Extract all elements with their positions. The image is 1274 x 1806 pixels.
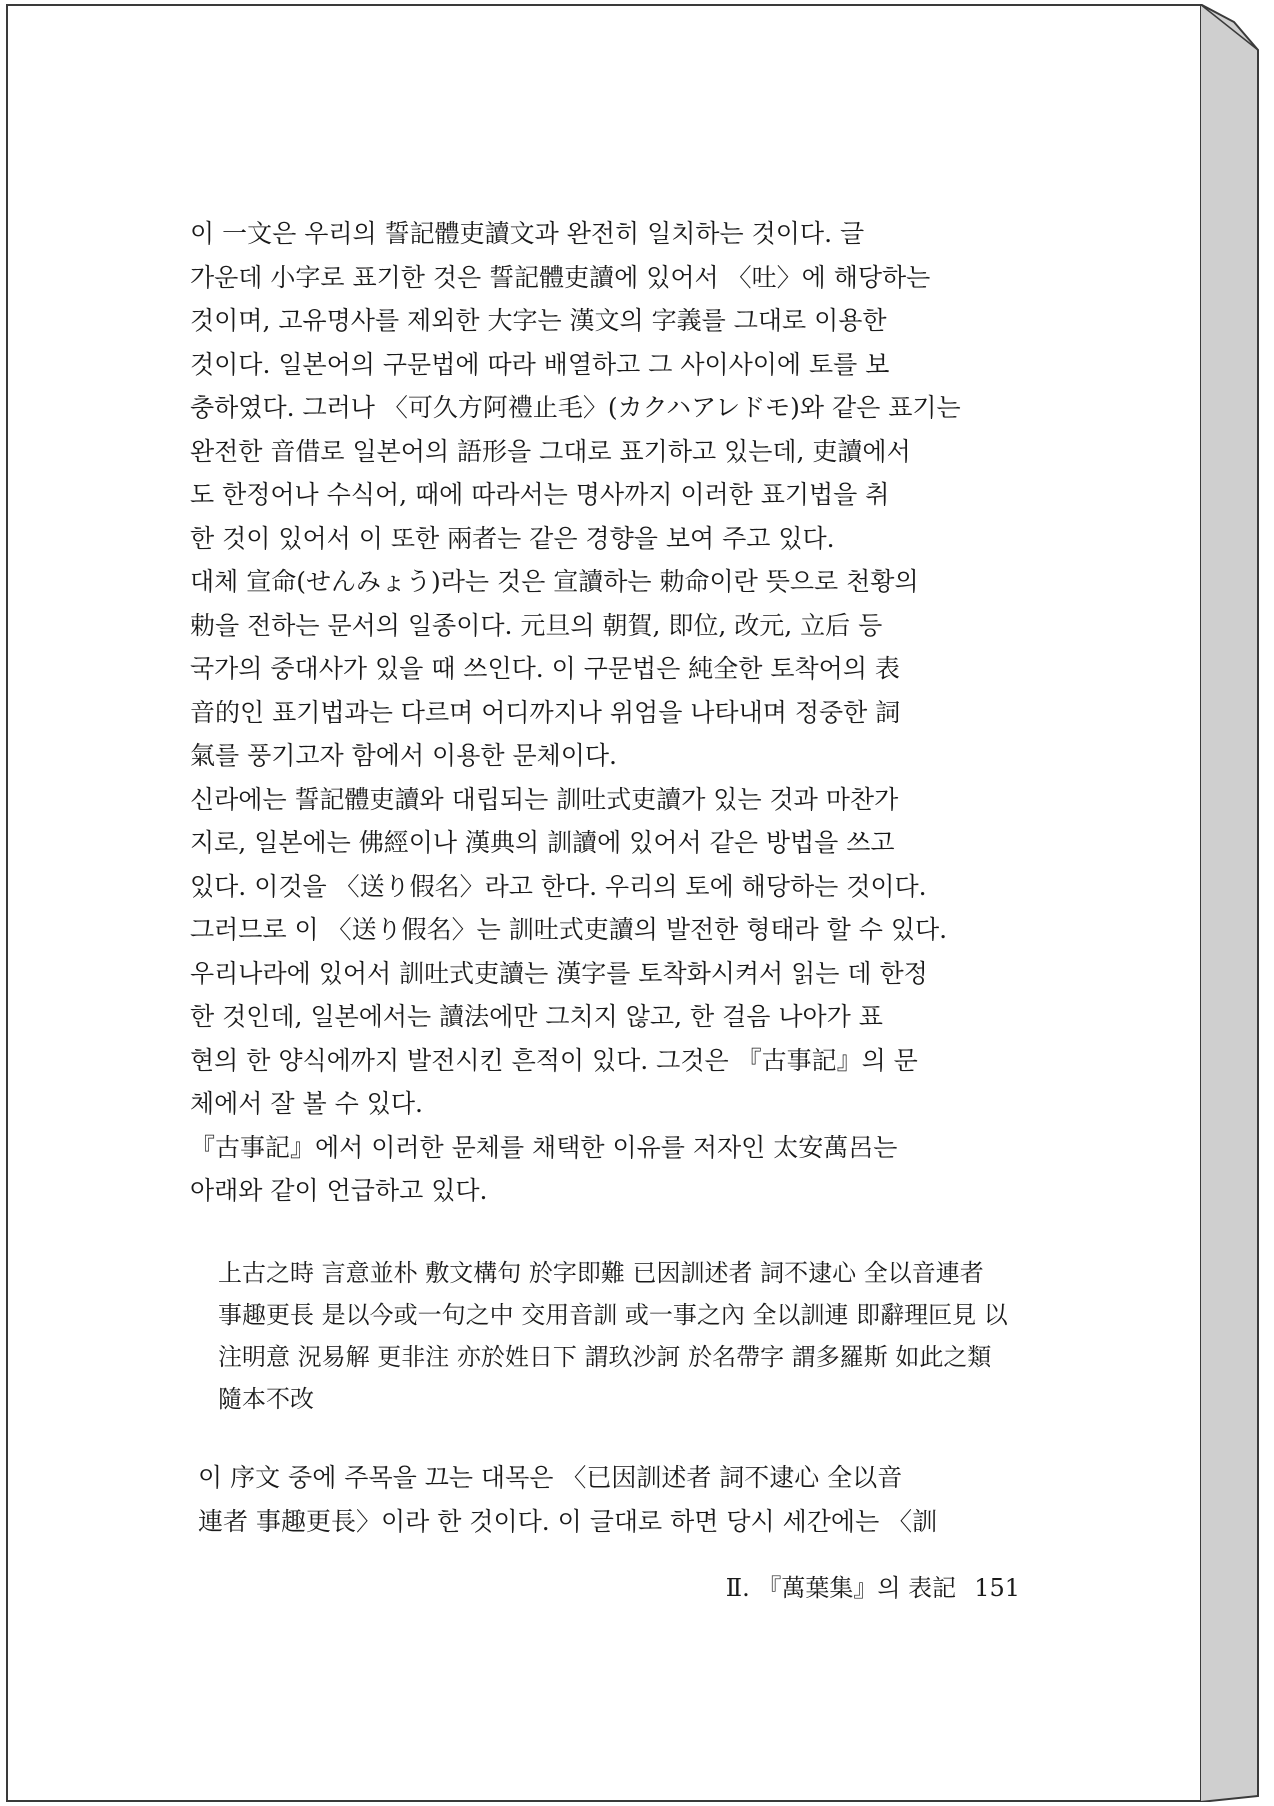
text-line: 도 한정어나 수식어, 때에 따라서는 명사까지 이러한 표기법을 취 bbox=[190, 480, 890, 509]
text-line: 氣를 풍기고자 함에서 이용한 문체이다. bbox=[190, 741, 617, 770]
running-footer bbox=[700, 1568, 1020, 1603]
text-line: 지로, 일본에는 佛經이나 漢典의 訓讀에 있어서 같은 방법을 쓰고 bbox=[190, 828, 895, 857]
text-line: 것이다. 일본어의 구문법에 따라 배열하고 그 사이사이에 토를 보 bbox=[190, 349, 890, 379]
text-line: 가운데 小字로 표기한 것은 誓記體吏讀에 있어서 〈吐〉에 해당하는 bbox=[190, 262, 931, 292]
text-line: 連者 事趣更長〉이라 한 것이다. 이 글대로 하면 당시 세간에는 〈訓 bbox=[198, 1506, 938, 1536]
text-line: 그러므로 이 〈送り假名〉는 訓吐式吏讀의 발전한 형태라 할 수 있다. bbox=[190, 915, 948, 944]
text-line: 이 序文 중에 주목을 끄는 대목은 〈已因訓述者 詞不逮心 全以音 bbox=[198, 1463, 903, 1492]
closing-paragraph bbox=[198, 1456, 1018, 1543]
text-line: 아래와 같이 언급하고 있다. bbox=[190, 1176, 488, 1205]
section-title: Ⅱ. 『萬葉集』의 表記 bbox=[725, 1574, 957, 1602]
body-text bbox=[190, 212, 1006, 1213]
quote-line: 注明意 況易解 更非注 亦於姓日下 謂玖沙訶 於名帶字 謂多羅斯 如此之類 bbox=[218, 1343, 992, 1371]
text-line: 한 것이 있어서 이 또한 兩者는 같은 경향을 보여 주고 있다. bbox=[190, 523, 835, 553]
text-line: 한 것인데, 일본에서는 讀法에만 그치지 않고, 한 걸음 나아가 표 bbox=[190, 1002, 883, 1031]
text-line: 충하였다. 그러나 〈可久方阿禮止毛〉(カクハアレドモ)와 같은 표기는 bbox=[190, 393, 961, 422]
quote-line: 事趣更長 是以今或一句之中 交用音訓 或一事之內 全以訓連 即辭理叵見 以 bbox=[218, 1301, 1008, 1329]
paragraph-3 bbox=[190, 778, 1006, 1126]
text-line: 우리나라에 있어서 訓吐式吏讀는 漢字를 토착화시켜서 읽는 데 한정 bbox=[190, 958, 928, 988]
page-number: 151 bbox=[974, 1574, 1020, 1602]
text-line: 국가의 중대사가 있을 때 쓰인다. 이 구문법은 純全한 토착어의 表 bbox=[190, 654, 900, 683]
text-line: 勅을 전하는 문서의 일종이다. 元旦의 朝賀, 即位, 改元, 立后 등 bbox=[190, 610, 883, 640]
quote-line: 上古之時 言意並朴 敷文構句 於字即難 已因訓述者 詞不逮心 全以音連者 bbox=[218, 1259, 984, 1287]
paragraph-2 bbox=[190, 560, 1006, 778]
text-line: 현의 한 양식에까지 발전시킨 흔적이 있다. 그것은 『古事記』의 문 bbox=[190, 1045, 918, 1075]
text-line: 대체 宣命(せんみょう)라는 것은 宣讀하는 勅命이란 뜻으로 천황의 bbox=[190, 567, 919, 596]
text-line: 완전한 音借로 일본어의 語形을 그대로 표기하고 있는데, 吏讀에서 bbox=[190, 436, 911, 466]
page-edge-thickness bbox=[1200, 4, 1264, 1802]
paragraph-4 bbox=[190, 1126, 1006, 1213]
text-line: 『古事記』에서 이러한 문체를 채택한 이유를 저자인 太安萬呂는 bbox=[190, 1132, 898, 1162]
paragraph-1 bbox=[190, 212, 1006, 560]
text-line: 있다. 이것을 〈送り假名〉라고 한다. 우리의 토에 해당하는 것이다. bbox=[190, 871, 927, 901]
text-line: 신라에는 誓記體吏讀와 대립되는 訓吐式吏讀가 있는 것과 마찬가 bbox=[190, 784, 899, 814]
block-quote bbox=[218, 1252, 1018, 1420]
quote-line: 隨本不改 bbox=[218, 1385, 314, 1413]
text-line: 이 一文은 우리의 誓記體吏讀文과 완전히 일치하는 것이다. 글 bbox=[190, 219, 865, 248]
text-line: 체에서 잘 볼 수 있다. bbox=[190, 1089, 423, 1118]
text-line: 音的인 표기법과는 다르며 어디까지나 위엄을 나타내며 정중한 詞 bbox=[190, 697, 901, 727]
text-line: 것이며, 고유명사를 제외한 大字는 漢文의 字義를 그대로 이용한 bbox=[190, 306, 887, 335]
